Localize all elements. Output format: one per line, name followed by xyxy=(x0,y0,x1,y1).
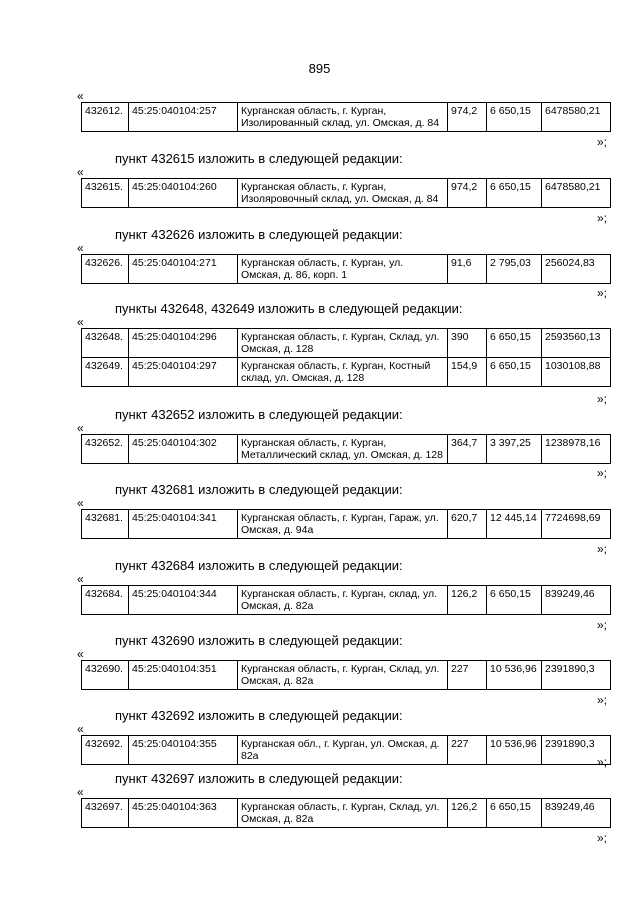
open-quote: « xyxy=(77,315,84,329)
cell-cadastral: 45:25:040104:271 xyxy=(129,255,238,284)
cell-address: Курганская область, г. Курган, Склад, ул. Омская, д. 82а xyxy=(238,661,448,690)
cell-number: 432697. xyxy=(82,799,129,828)
cell-cadastral: 45:25:040104:344 xyxy=(129,586,238,615)
instruction-heading: пункт 432652 изложить в следующей редакции: xyxy=(115,407,403,422)
open-quote: « xyxy=(77,722,84,736)
open-quote: « xyxy=(77,165,84,179)
record-table xyxy=(81,434,611,464)
table-row xyxy=(82,736,611,765)
cell-rate: 2 795,03 xyxy=(487,255,542,284)
close-quote: »; xyxy=(597,392,608,406)
table-row xyxy=(82,586,611,615)
cell-number: 432612. xyxy=(82,103,129,132)
cell-cadastral: 45:25:040104:257 xyxy=(129,103,238,132)
instruction-heading: пункт 432681 изложить в следующей редакции: xyxy=(115,482,403,497)
instruction-heading: пункты 432648, 432649 изложить в следующей редакции: xyxy=(115,301,463,316)
cell-cadastral: 45:25:040104:351 xyxy=(129,661,238,690)
cell-number: 432626. xyxy=(82,255,129,284)
record-table xyxy=(81,178,611,208)
cell-value: 2391890,3 xyxy=(542,736,611,765)
cell-number: 432649. xyxy=(82,358,129,387)
record-table xyxy=(81,328,611,387)
open-quote: « xyxy=(77,496,84,510)
cell-rate: 10 536,96 xyxy=(487,736,542,765)
cell-number: 432648. xyxy=(82,329,129,358)
table-row xyxy=(82,179,611,208)
table-row xyxy=(82,799,611,828)
cell-area: 974,2 xyxy=(448,103,487,132)
cell-cadastral: 45:25:040104:355 xyxy=(129,736,238,765)
record-table xyxy=(81,660,611,690)
close-quote: »; xyxy=(597,693,608,707)
cell-value: 2593560,13 xyxy=(542,329,611,358)
cell-address: Курганская область, г. Курган, ул. Омская, д. 86, корп. 1 xyxy=(238,255,448,284)
instruction-heading: пункт 432626 изложить в следующей редакции: xyxy=(115,227,403,242)
page-number: 895 xyxy=(308,61,331,76)
record-table xyxy=(81,509,611,539)
cell-cadastral: 45:25:040104:260 xyxy=(129,179,238,208)
cell-area: 227 xyxy=(448,736,487,765)
cell-rate: 6 650,15 xyxy=(487,179,542,208)
table-row xyxy=(82,661,611,690)
open-quote: « xyxy=(77,572,84,586)
instruction-heading: пункт 432615 изложить в следующей редакции: xyxy=(115,151,403,166)
open-quote: « xyxy=(77,89,84,103)
table-row xyxy=(82,435,611,464)
cell-address: Курганская область, г. Курган, Металлический склад, ул. Омская, д. 128 xyxy=(238,435,448,464)
table-row xyxy=(82,255,611,284)
cell-address: Курганская область, г. Курган, Изолированный склад, ул. Омская, д. 84 xyxy=(238,103,448,132)
instruction-heading: пункт 432690 изложить в следующей редакции: xyxy=(115,633,403,648)
cell-rate: 6 650,15 xyxy=(487,329,542,358)
cell-area: 126,2 xyxy=(448,586,487,615)
cell-address: Курганская область, г. Курган, Склад, ул. Омская, д. 128 xyxy=(238,329,448,358)
table-row xyxy=(82,103,611,132)
cell-area: 364,7 xyxy=(448,435,487,464)
cell-value: 1238978,16 xyxy=(542,435,611,464)
cell-number: 432684. xyxy=(82,586,129,615)
cell-number: 432652. xyxy=(82,435,129,464)
cell-value: 6478580,21 xyxy=(542,103,611,132)
cell-address: Курганская обл., г. Курган, ул. Омская, д. 82а xyxy=(238,736,448,765)
close-quote: »; xyxy=(597,542,608,556)
close-quote: »; xyxy=(597,618,608,632)
open-quote: « xyxy=(77,421,84,435)
cell-number: 432615. xyxy=(82,179,129,208)
cell-area: 974,2 xyxy=(448,179,487,208)
record-table xyxy=(81,102,611,132)
cell-number: 432681. xyxy=(82,510,129,539)
close-quote: »; xyxy=(597,466,608,480)
record-table xyxy=(81,254,611,284)
close-quote: »; xyxy=(597,135,608,149)
cell-cadastral: 45:25:040104:302 xyxy=(129,435,238,464)
cell-number: 432690. xyxy=(82,661,129,690)
table-row xyxy=(82,510,611,539)
cell-address: Курганская область, г. Курган, Изоляровочный склад, ул. Омская, д. 84 xyxy=(238,179,448,208)
record-table xyxy=(81,735,611,765)
close-quote: »; xyxy=(597,211,608,225)
cell-rate: 6 650,15 xyxy=(487,586,542,615)
table-row xyxy=(82,358,611,387)
cell-address: Курганская область, г. Курган, Склад, ул. Омская, д. 82а xyxy=(238,799,448,828)
cell-area: 390 xyxy=(448,329,487,358)
record-table xyxy=(81,585,611,615)
cell-rate: 3 397,25 xyxy=(487,435,542,464)
cell-rate: 12 445,14 xyxy=(487,510,542,539)
cell-rate: 6 650,15 xyxy=(487,358,542,387)
cell-value: 839249,46 xyxy=(542,799,611,828)
instruction-heading: пункт 432684 изложить в следующей редакции: xyxy=(115,558,403,573)
cell-address: Курганская область, г. Курган, Костный склад, ул. Омская, д. 128 xyxy=(238,358,448,387)
cell-value: 1030108,88 xyxy=(542,358,611,387)
close-quote: »; xyxy=(597,831,608,845)
cell-value: 2391890,3 xyxy=(542,661,611,690)
record-table xyxy=(81,798,611,828)
instruction-heading: пункт 432692 изложить в следующей редакции: xyxy=(115,708,403,723)
close-quote: »; xyxy=(597,286,608,300)
cell-rate: 10 536,96 xyxy=(487,661,542,690)
cell-number: 432692. xyxy=(82,736,129,765)
cell-value: 839249,46 xyxy=(542,586,611,615)
open-quote: « xyxy=(77,241,84,255)
cell-cadastral: 45:25:040104:296 xyxy=(129,329,238,358)
cell-address: Курганская область, г. Курган, склад, ул. Омская, д. 82а xyxy=(238,586,448,615)
open-quote: « xyxy=(77,647,84,661)
cell-area: 620,7 xyxy=(448,510,487,539)
cell-cadastral: 45:25:040104:297 xyxy=(129,358,238,387)
cell-rate: 6 650,15 xyxy=(487,103,542,132)
cell-area: 227 xyxy=(448,661,487,690)
table-row xyxy=(82,329,611,358)
open-quote: « xyxy=(77,785,84,799)
cell-value: 6478580,21 xyxy=(542,179,611,208)
cell-area: 126,2 xyxy=(448,799,487,828)
cell-cadastral: 45:25:040104:341 xyxy=(129,510,238,539)
cell-area: 91,6 xyxy=(448,255,487,284)
cell-cadastral: 45:25:040104:363 xyxy=(129,799,238,828)
cell-rate: 6 650,15 xyxy=(487,799,542,828)
cell-area: 154,9 xyxy=(448,358,487,387)
cell-value: 7724698,69 xyxy=(542,510,611,539)
instruction-heading: пункт 432697 изложить в следующей редакции: xyxy=(115,771,403,786)
close-quote: »; xyxy=(597,755,608,769)
cell-value: 256024,83 xyxy=(542,255,611,284)
cell-address: Курганская область, г. Курган, Гараж, ул. Омская, д. 94а xyxy=(238,510,448,539)
